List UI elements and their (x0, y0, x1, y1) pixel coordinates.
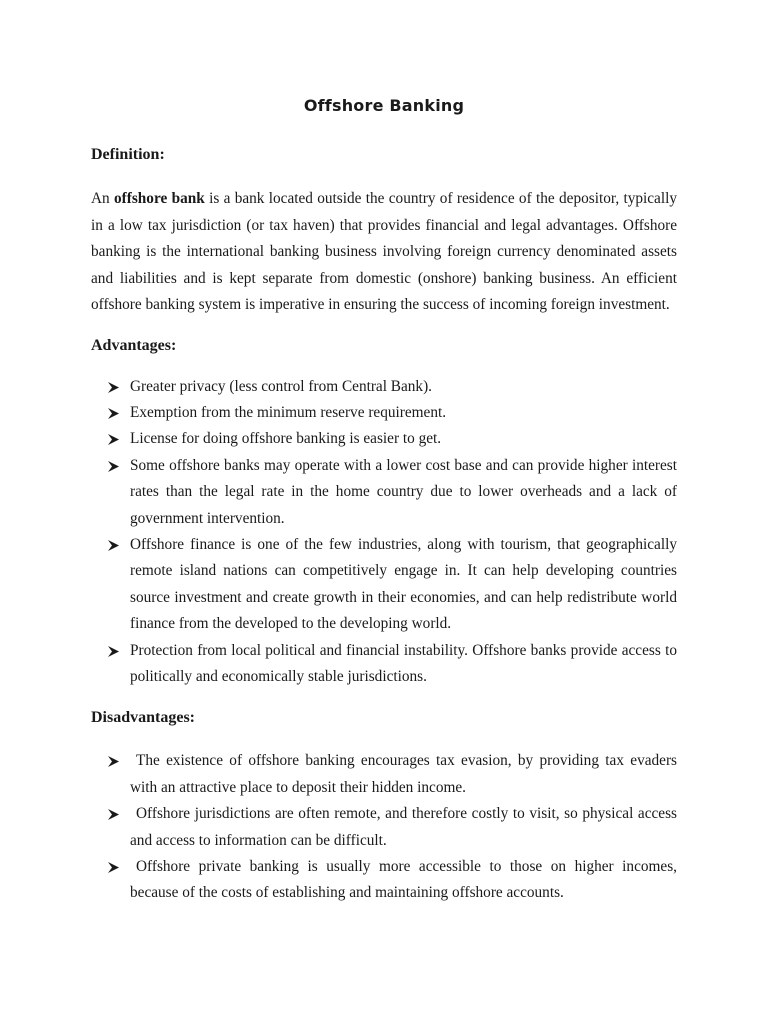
definition-term: offshore bank (114, 190, 205, 207)
page-title: Offshore Banking (303, 96, 465, 115)
disadvantage-text: The existence of offshore banking encourages tax evasion, by providing tax evaders with an attractive place to deposit their hidden income. (130, 752, 677, 796)
definition-paragraph (91, 186, 677, 319)
list-item (91, 748, 677, 801)
list-item (91, 374, 677, 400)
arrowhead-bullet-icon (108, 382, 119, 393)
arrowhead-bullet-icon (108, 756, 119, 767)
advantages-list (91, 374, 677, 691)
advantage-text: Greater privacy (less control from Central Bank). (130, 377, 433, 395)
advantage-text: Exemption from the minimum reserve requirement. (130, 403, 447, 421)
definition-text: is a bank located outside the country of residence of the depositor, typically in a low tax jurisdiction (or tax haven) that provides financial and legal advantages. Offshore banking is the international banking business involving foreign currency denominated assets and liabilities and is kept separate from domestic (onshore) banking business. An efficient offshore banking system is imperative in ensuring the success of incoming foreign investment. (91, 190, 677, 313)
advantage-text: Protection from local political and financial instability. Offshore banks provide access to politically and economically stable jurisdictions. (130, 641, 677, 685)
list-item (91, 801, 677, 854)
arrowhead-bullet-icon (108, 540, 119, 551)
advantage-text: Some offshore banks may operate with a lower cost base and can provide higher interest rates than the legal rate in the home country due to lower overheads and a lack of government intervention. (130, 456, 677, 527)
arrowhead-bullet-icon (108, 646, 119, 657)
definition-lead: An (91, 190, 115, 207)
list-item (91, 453, 677, 532)
document-body (91, 144, 677, 924)
list-item (91, 854, 677, 907)
advantage-text: Offshore finance is one of the few industries, along with tourism, that geographically remote island nations can competitively engage in. It can help developing countries source investment and create growth in their economies, and can help redistribute world finance from the developed to the developing world. (130, 535, 677, 633)
disadvantage-text: Offshore jurisdictions are often remote, and therefore costly to visit, so physical access and access to information can be difficult. (130, 805, 677, 849)
arrowhead-bullet-icon (108, 434, 119, 445)
arrowhead-bullet-icon (108, 862, 119, 873)
list-item (91, 400, 677, 426)
advantages-heading: Advantages: (91, 336, 177, 354)
disadvantages-heading: Disadvantages: (91, 709, 196, 727)
list-item (91, 426, 677, 452)
arrowhead-bullet-icon (108, 461, 119, 472)
list-item (91, 532, 677, 638)
advantage-text: License for doing offshore banking is easier to get. (130, 430, 442, 448)
arrowhead-bullet-icon (108, 408, 119, 419)
definition-heading: Definition: (91, 146, 165, 163)
arrowhead-bullet-icon (108, 809, 119, 820)
list-item (91, 638, 677, 691)
disadvantage-text: Offshore private banking is usually more accessible to those on higher incomes, because of the costs of establishing and maintaining offshore accounts. (130, 858, 677, 902)
disadvantages-list (91, 748, 677, 906)
